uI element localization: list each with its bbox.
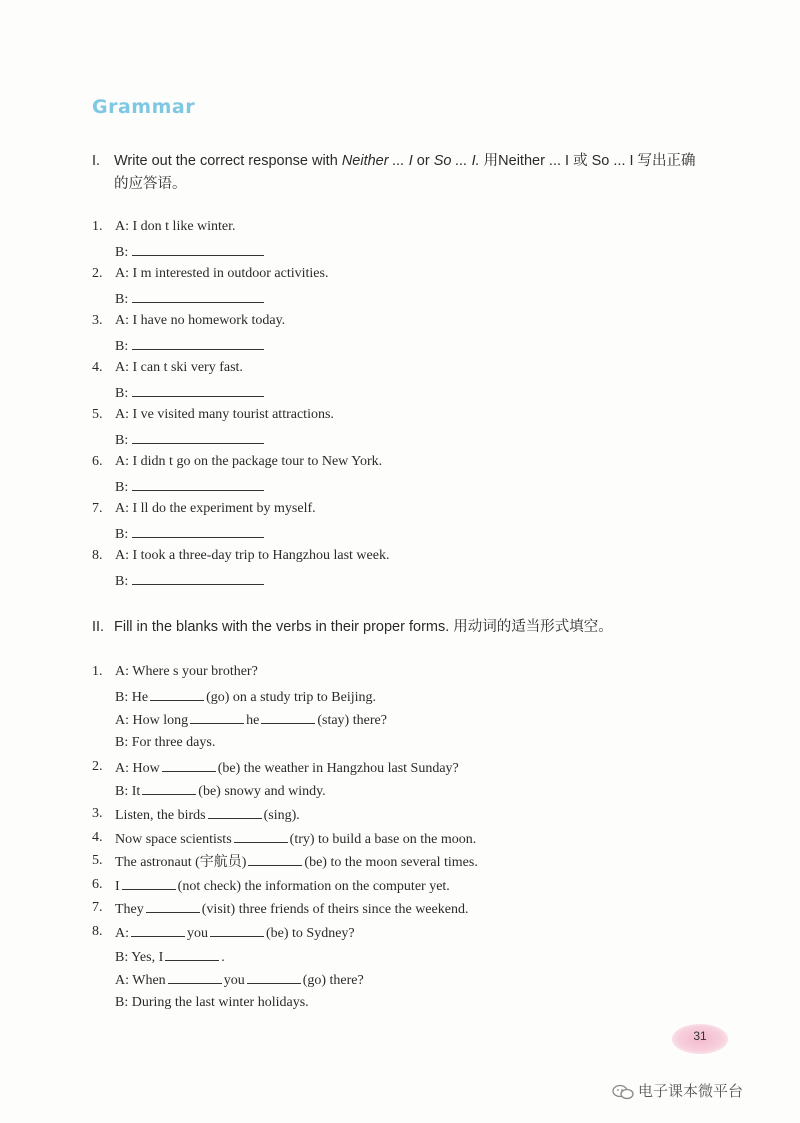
fill-blank[interactable] bbox=[247, 969, 301, 984]
watermark bbox=[612, 1080, 743, 1101]
watermark-text: 电子课本微平台 bbox=[638, 1082, 744, 1100]
fill-blank[interactable] bbox=[146, 898, 200, 913]
answer-blank[interactable] bbox=[132, 476, 264, 491]
section-2-number: II. bbox=[92, 619, 105, 635]
fill-blank[interactable] bbox=[122, 875, 176, 890]
fill-blank[interactable] bbox=[142, 780, 196, 795]
fill-blank[interactable] bbox=[248, 851, 302, 866]
answer-blank[interactable] bbox=[132, 570, 264, 585]
answer-blank[interactable] bbox=[132, 288, 264, 303]
fill-blank[interactable] bbox=[234, 828, 288, 843]
fill-blank[interactable] bbox=[208, 804, 262, 819]
fill-blank[interactable] bbox=[131, 922, 185, 937]
answer-blank[interactable] bbox=[132, 523, 264, 538]
fill-blank[interactable] bbox=[190, 709, 244, 724]
fill-blank[interactable] bbox=[210, 922, 264, 937]
fill-blank[interactable] bbox=[150, 686, 204, 701]
fill-blank[interactable] bbox=[162, 757, 216, 772]
section-heading: Grammar bbox=[92, 96, 196, 118]
section-1-number: I. bbox=[92, 153, 101, 169]
textbook-page: Grammar I. Write out the correct response with Neither ... I or So ... I. 用Neither ... I 或 So ... I 写出正确 的应答语。 1. A: I don t like winter. B: 2. A: I m interested in outdoor activities. B: 3. A: I have no homework today. B: 4. A: I can t ski very fast. B: 5. A: I ve visited many tourist attractions. B: 6. A: I didn t go on the package tour to New York. B: 7. A: I ll do the experiment by myself. B: 8. A: I took a three-day trip to Hangzhou last week. B: II. Fill in the blanks with the verbs in their proper forms. 用动词的适当形式填空。 1. A: Where s your brother? B: He (go) on a study trip to Beijing. A: How long he (stay) there? B: For three days. 2. A: How (be) the weather in Hangzhou last Sunday? B: It (be) snowy and windy. 3. Listen, the birds (sing). 4. Now space scientists (try) to build a base on the moon. 5. The astronaut (宇航员) (be) to the moon several times. 6. I (not check) the information on the computer yet. 7. They (visit) three friends of theirs since the weekend. 8. A: you (be) to Sydney? B: Yes, I . A: When you (go) there? B: During the last winter holidays. 31 电子课本微平台 bbox=[92, 96, 744, 1100]
section-1-instruction: I. Write out the correct response with Neither ... I or So ... I. 用Neither ... I 或 So ... I 写出正确 的应答语。 bbox=[92, 150, 732, 196]
fill-blank[interactable] bbox=[168, 969, 222, 984]
page-number-badge bbox=[672, 1024, 728, 1054]
answer-blank[interactable] bbox=[132, 382, 264, 397]
answer-blank[interactable] bbox=[132, 335, 264, 350]
answer-blank[interactable] bbox=[132, 429, 264, 444]
page-number: 31 bbox=[693, 1029, 707, 1043]
fill-blank[interactable] bbox=[261, 709, 315, 724]
fill-blank[interactable] bbox=[165, 946, 219, 961]
section-2-instruction: II. Fill in the blanks with the verbs in their proper forms. 用动词的适当形式填空。 bbox=[92, 616, 732, 639]
answer-blank[interactable] bbox=[132, 241, 264, 256]
wechat-icon bbox=[612, 1084, 634, 1100]
